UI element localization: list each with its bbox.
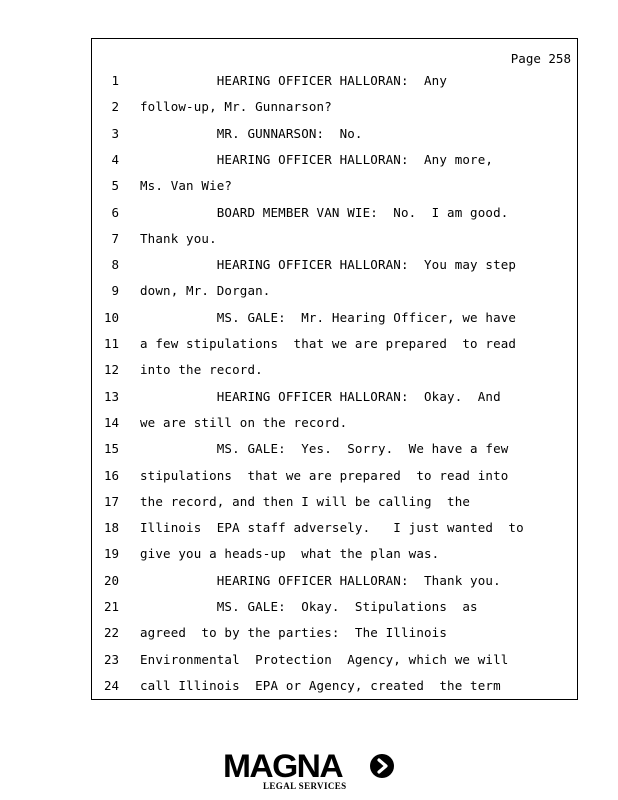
line-number: 9 [111,283,119,299]
line-number: 6 [111,204,119,220]
line-number: 4 [111,151,119,167]
line-text: Thank you. [140,230,217,246]
line-text: follow-up, Mr. Gunnarson? [140,99,332,115]
line-number: 11 [103,336,119,351]
line-text: call Illinois EPA or Agency, created the term [140,677,501,693]
line-number: 16 [103,467,119,483]
logo-wordmark: MAGNA [223,748,343,784]
line-number: 12 [103,362,119,378]
line-text: Environmental Protection Agency, which we will [140,651,509,667]
line-number: 17 [103,493,119,509]
line-text: HEARING OFFICER HALLORAN: Any more, [140,151,494,167]
line-number: 3 [111,125,119,141]
line-text: the record, and then I will be calling the [140,493,471,509]
line-text: MS. GALE: Yes. Sorry. We have a few [140,441,509,457]
line-text: into the record. [140,362,263,378]
line-text: HEARING OFFICER HALLORAN: Thank you. [140,572,501,588]
line-text: Ms. Van Wie? [140,178,233,194]
line-text: agreed to by the parties: The Illinois [140,625,448,641]
line-text: we are still on the record. [140,414,348,430]
logo-tagline: LEGAL SERVICES [263,781,347,791]
line-number: 10 [103,309,119,325]
chevron-right-icon [370,754,394,778]
line-text: HEARING OFFICER HALLORAN: Okay. And [140,388,501,404]
line-text: HEARING OFFICER HALLORAN: Any [140,73,448,88]
line-number: 23 [103,651,119,667]
line-number: 18 [103,520,119,536]
line-text: BOARD MEMBER VAN WIE: No. I am good. [140,204,509,220]
line-text: a few stipulations that we are prepared to read [140,336,517,351]
line-number: 14 [103,414,119,430]
line-number: 21 [103,599,119,614]
line-text: stipulations that we are prepared to read into [140,467,509,483]
line-number: 20 [103,572,119,588]
line-number: 15 [103,441,119,457]
line-number: 13 [103,388,119,404]
line-number: 24 [103,677,119,693]
line-number: 5 [111,178,119,194]
line-number: 19 [103,546,119,562]
line-text: give you a heads-up what the plan was. [140,546,440,562]
line-number: 2 [111,99,119,115]
line-number: 7 [111,230,119,246]
line-number: 1 [111,73,119,88]
line-text: Illinois EPA staff adversely. I just wanted to [140,520,524,536]
line-text: MR. GUNNARSON: No. [140,125,363,141]
line-text: down, Mr. Dorgan. [140,283,271,299]
line-number: 8 [111,257,119,273]
line-text: MS. GALE: Mr. Hearing Officer, we have [140,309,517,325]
line-number: 22 [103,625,119,641]
transcript-page [91,38,578,700]
line-text: HEARING OFFICER HALLORAN: You may step [140,257,517,273]
page-number: Page 258 [510,51,571,66]
magna-logo [223,748,398,794]
line-text: MS. GALE: Okay. Stipulations as [140,599,478,614]
